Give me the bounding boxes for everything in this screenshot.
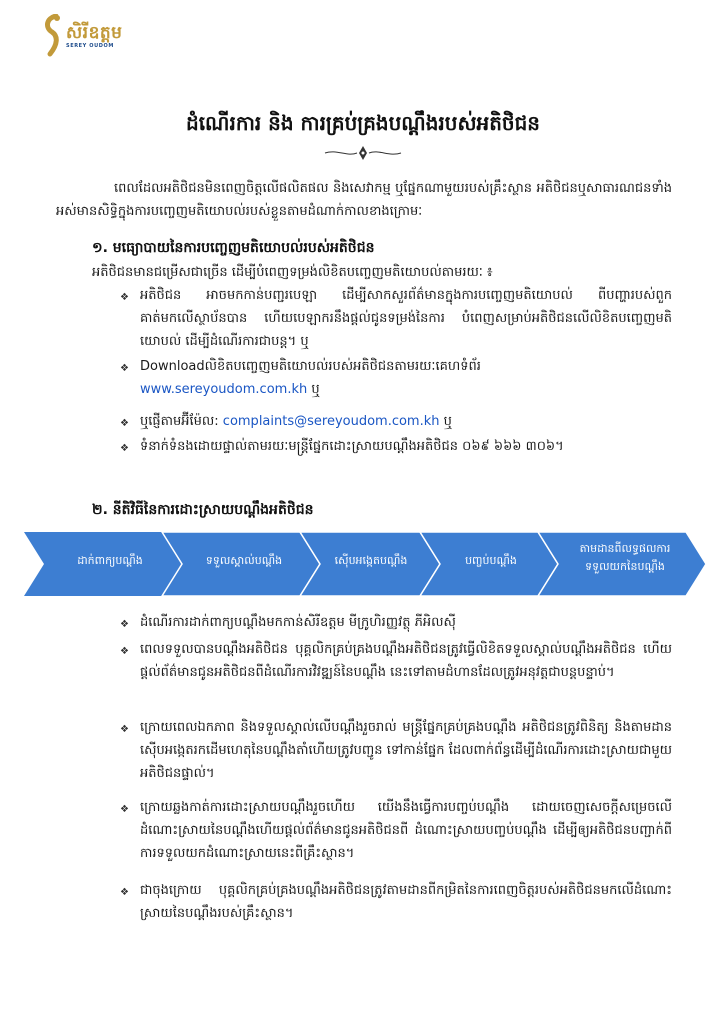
diamond-bullet-icon: ❖ [120, 804, 129, 815]
section-2-item-2: ពេលទទួលបានបណ្ដឹងអតិថិជន បុគ្គលិកគ្រប់គ្រងបណ្ដឹងអតិថិជនត្រូវធ្វើលិខិតទទួលស្គាល់បណ្ដឹងអតិថិជន ហើយផ្ដល់ព័ត៌មានជូនអតិថិជនពីដំណើរការវិវឌ្ឍន៍នៃបណ្ដឹង នេះទៅតាមដំហានដែលត្រូវអនុវត្តជាបន្តបន្ទាប់។ [140, 642, 672, 680]
website-link[interactable]: www.sereyoudom.com.kh [140, 382, 308, 397]
section-1-item-3 [140, 410, 672, 433]
flow-step-4-label: បញ្ចប់បណ្ដឹង [465, 554, 517, 567]
section-2-item-5: ជាចុងក្រោយ បុគ្គលិកគ្រប់គ្រងបណ្ដឹងអតិថិជនត្រូវតាមដានពីកម្រិតនៃការពេញចិត្តរបស់អតិថិជនមកលើដំណោះស្រាយនៃបណ្ដឹងរបស់គ្រឹះស្ថាន។ [140, 883, 672, 921]
flow-step-1-label: ដាក់ពាក្យបណ្ដឹង [77, 554, 143, 567]
intro-paragraph: ពេលដែលអតិថិជនមិនពេញចិត្តលើផលិតផល និងសេវាកម្ម ឬផ្នែកណាមួយរបស់គ្រឹះស្ថាន អតិថិជនឬសាធារណជនទាំងអស់មានសិទ្ធិក្នុងការបញ្ចេញមតិយោបល់របស់ខ្លួនតាមដំណាក់កាលខាងក្រោមៈ [56, 181, 672, 219]
section-2-heading: ២. នីតិវិធីនៃការដោះស្រាយបណ្ដឹងអតិថិជន [92, 502, 314, 518]
email-text: ឬផ្ញើតាមអ៊ីម៉ែល: [140, 414, 219, 429]
diamond-bullet-icon: ❖ [120, 646, 129, 657]
diamond-bullet-icon: ❖ [120, 418, 129, 429]
flow-step-3-label: ស៊ើបអង្កេតបណ្ដឹង [334, 554, 408, 567]
logo-subtitle: SEREY OUDOM [66, 43, 114, 49]
section-2-item-1: ដំណើរការដាក់ពាក្យបណ្ដឹងមកកាន់សិរីឧត្តម មីក្រូហិរញ្ញវត្ថុ ភីអិលស៊ី [140, 615, 456, 630]
diamond-bullet-icon: ❖ [120, 887, 129, 898]
floral-divider-icon [323, 145, 403, 161]
section-1-heading: ១. មធ្យោបាយនៃការបញ្ចេញមតិយោបល់របស់អតិថិជន [92, 240, 375, 256]
flow-step-5-label: តាមដានពីលទ្ធផលការ ទទួលយកនៃបណ្ដឹង [579, 542, 671, 573]
company-logo [42, 14, 122, 58]
item-2-tail: ឬ [311, 382, 320, 397]
section-1-item-2 [140, 355, 672, 401]
diamond-bullet-icon: ❖ [120, 363, 129, 374]
section-2-item-4: ក្រោយឆ្លងកាត់ការដោះស្រាយបណ្ដឹងរួចហើយ យើងនឹងធ្វើការបញ្ចប់បណ្ដឹង ដោយចេញសេចក្ដីសម្រេចលើដំណោះស្រាយនៃបណ្ដឹងហើយផ្ដល់ព័ត៌មានជូនអតិថិជនពី ដំណោះស្រាយបញ្ចប់បណ្ដឹង ដើម្បីឲ្យអតិថិជនបញ្ជាក់ពីការទទួលយកដំណោះស្រាយនេះពីគ្រឹះស្ថាន។ [140, 800, 672, 861]
diamond-bullet-icon: ❖ [120, 619, 129, 630]
diamond-bullet-icon: ❖ [120, 443, 129, 454]
section-1-lead: អតិថិជនមានជម្រើសជាច្រើន ដើម្បីបំពេញទម្រង់លិខិតបញ្ចេញមតិយោបល់តាមរយៈ ៖ [92, 265, 493, 280]
logo-name: សិរីឧត្តម [66, 23, 123, 43]
download-text: Downloadលិខិតបញ្ចេញមតិយោបល់របស់អតិថិជនតាមរយៈគេហទំព័រ [140, 359, 481, 374]
section-1-item-4: ទំនាក់ទំនងដោយផ្ទាល់តាមរយៈមន្ត្រីផ្នែកដោះស្រាយបណ្ដឹងអតិថិជន ០៦៩ ៦៦៦ ៣០៦។ [140, 439, 564, 454]
item-3-tail: ឬ [443, 414, 452, 429]
logo-mark-icon [42, 14, 62, 58]
section-2-item-3: ក្រោយពេលឯកភាព និងទទួលស្គាល់លើបណ្ដឹងរួចរាល់ មន្ត្រីផ្នែកគ្រប់គ្រងបណ្ដឹង អតិថិជនត្រូវពិនិត្យ និងតាមដានស៊ើបអង្កេតរកដើមហេតុនៃបណ្ដឹងតាំហើយត្រូវបញ្ជូន ទៅកាន់ផ្នែក ដែលពាក់ព័ន្ធដើម្បីដំណើរការដោះស្រាយជាមួយអតិថិជនផ្ទាល់។ [140, 720, 672, 781]
diamond-bullet-icon: ❖ [120, 724, 129, 735]
section-1-item-1: អតិថិជន អាចមកកាន់បញ្ជរបេឡា ដើម្បីសាកសួរព័ត៌មានក្នុងការបញ្ចេញមតិយោបល់ ពីបញ្ហារបស់ពួកគាត់មកលើស្ថាប័នបាន ហើយបេឡាករនឹងផ្ដល់ជូនទម្រង់នៃការ បំពេញសម្រាប់អតិថិជនលើលិខិតបញ្ចេញមតិយោបល់ ដើម្បីដំណើរការជាបន្ត។ ឬ [140, 288, 672, 349]
diamond-bullet-icon: ❖ [120, 292, 129, 303]
page-title: ដំណើរការ និង ការគ្រប់គ្រងបណ្ដឹងរបស់អតិថិជន [186, 111, 540, 135]
email-link[interactable]: complaints@sereyoudom.com.kh [222, 414, 440, 429]
flow-step-2-label: ទទួលស្គាល់បណ្ដឹង [205, 554, 283, 567]
